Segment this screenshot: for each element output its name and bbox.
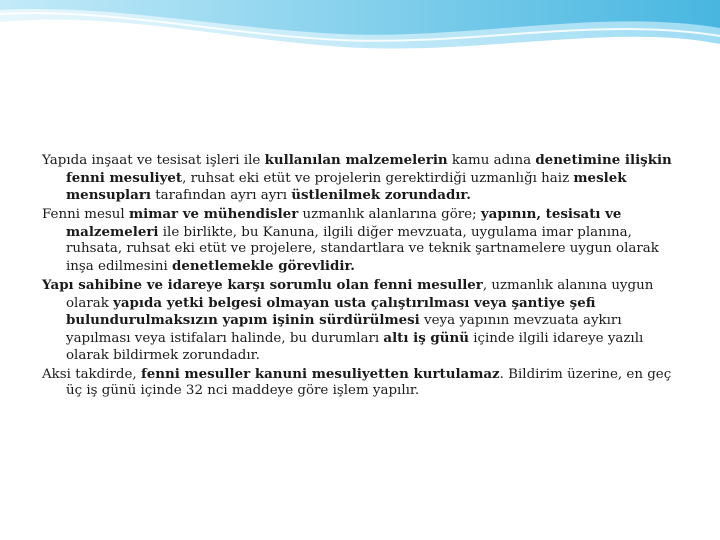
slide-paragraph [42, 277, 682, 364]
header-wave-decoration [0, 0, 720, 70]
body-text: , ruhsat eki etüt ve projelerin gerektirdiği uzmanlığı haiz [182, 170, 574, 186]
emphasis-text: altı iş günü [383, 329, 469, 346]
body-text: Yapıda inşaat ve tesisat işleri ile [42, 153, 265, 168]
emphasis-text: fenni mesuller kanuni mesuliyetten kurtulamaz [140, 365, 500, 382]
slide-paragraph [42, 152, 682, 205]
emphasis-text: üstlenilmek zorundadır. [291, 187, 471, 204]
body-text: Aksi takdirde, [42, 366, 141, 382]
body-text: tarafından ayrı ayrı [150, 188, 292, 204]
body-text: kamu adına [447, 153, 536, 168]
emphasis-text: denetimine ilişkin fenni mesuliyet [66, 152, 672, 186]
slide-body [42, 152, 682, 401]
body-text: Fenni mesul [42, 207, 129, 223]
body-text: , uzmanlık alanına uygun olarak [66, 278, 654, 311]
body-text: uzmanlık alanlarına göre; [298, 207, 481, 223]
body-text: veya yapının mevzuata aykırı yapılması veya istifaları halinde, bu durumları [66, 313, 622, 346]
slide-paragraph [42, 366, 682, 400]
body-text: ile birlikte, bu Kanuna, ilgili diğer mevzuata, uygulama imar planına, ruhsata, ruhsat eki etüt ve projelere, standartlara ve teknik şartnamelere uygun olarak inşa edilmesini [66, 224, 659, 275]
emphasis-text: yapının, tesisatı ve malzemeleri [66, 206, 622, 240]
body-text: içinde ilgili idareye yazılı olarak bildirmek zorundadır. [66, 330, 644, 363]
emphasis-text: kullanılan malzemelerin [264, 152, 448, 168]
slide-paragraph [42, 206, 682, 275]
body-text: . Bildirim üzerine, en geç üç iş günü içinde 32 nci maddeye göre işlem yapılır. [66, 366, 672, 399]
emphasis-text: meslek mensupları [66, 169, 627, 204]
emphasis-text: Yapı sahibine ve idareye karşı sorumlu olan fenni mesuller [42, 277, 483, 294]
emphasis-text: denetlemekle görevlidir. [172, 258, 355, 275]
emphasis-text: yapıda yetki belgesi olmayan usta çalıştırılması veya şantiye şefi bulundurulmaksızın yapım işinin sürdürülmesi [66, 294, 596, 329]
emphasis-text: mimar ve mühendisler [128, 206, 299, 223]
